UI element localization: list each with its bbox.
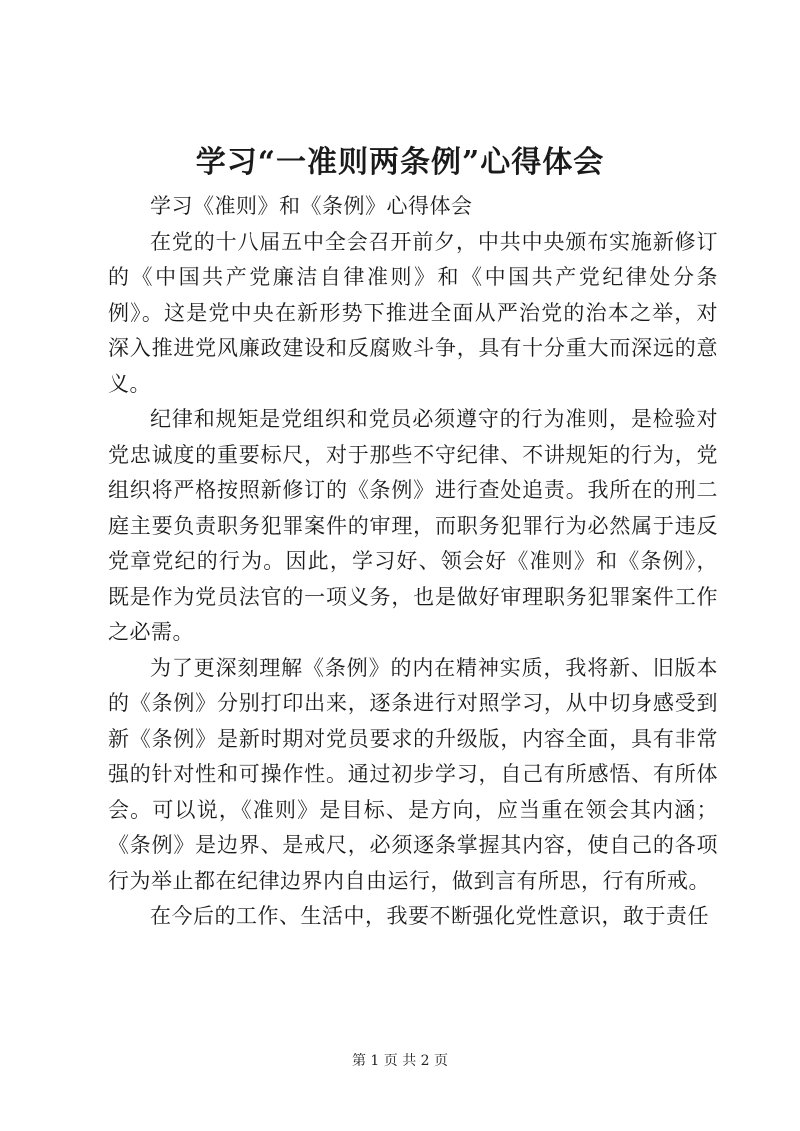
paragraph-2: 纪律和规矩是党组织和党员必须遵守的行为准则，是检验对党忠诚度的重要标尺，对于那些不守纪律、不讲规矩的行为，党组织将严格按照新修订的《条例》进行查处追责。我所在的刑二庭主要负责职务犯罪案件的审理，而职务犯罪行为必然属于违反党章党纪的行为。因此，学习好、领会好《准则》和《条例》，既是作为党员法官的一项义务，也是做好审理职务犯罪案件工作之必需。: [108, 407, 718, 644]
document-title: 学习“一准则两条例”心得体会: [195, 145, 605, 180]
page-footer: 第 1 页 共 2 页: [351, 1053, 449, 1069]
paragraph-subtitle: 学习《准则》和《条例》心得体会: [150, 194, 473, 218]
paragraph-4: 在今后的工作、生活中，我要不断强化党性意识，敢于责任: [150, 904, 709, 928]
paragraph-1: 在党的十八届五中全会召开前夕，中共中央颁布实施新修订的《中国共产党廉洁自律准则》和《中国共产党纪律处分条例》。这是党中央在新形势下推进全面从严治党的治本之举，对深入推进党风廉政建设和反腐败斗争，具有十分重大而深远的意义。: [108, 229, 718, 396]
document-body: [108, 189, 718, 935]
paragraph-3: 为了更深刻理解《条例》的内在精神实质，我将新、旧版本的《条例》分别打印出来，逐条进行对照学习，从中切身感受到新《条例》是新时期对党员要求的升级版，内容全面，具有非常强的针对性和可操作性。通过初步学习，自己有所感悟、有所体会。可以说，《准则》是目标、是方向，应当重在领会其内涵；《条例》是边界、是戒尺，必须逐条掌握其内容，使自己的各项行为举止都在纪律边界内自由运行，做到言有所思，行有所戒。: [108, 655, 718, 893]
